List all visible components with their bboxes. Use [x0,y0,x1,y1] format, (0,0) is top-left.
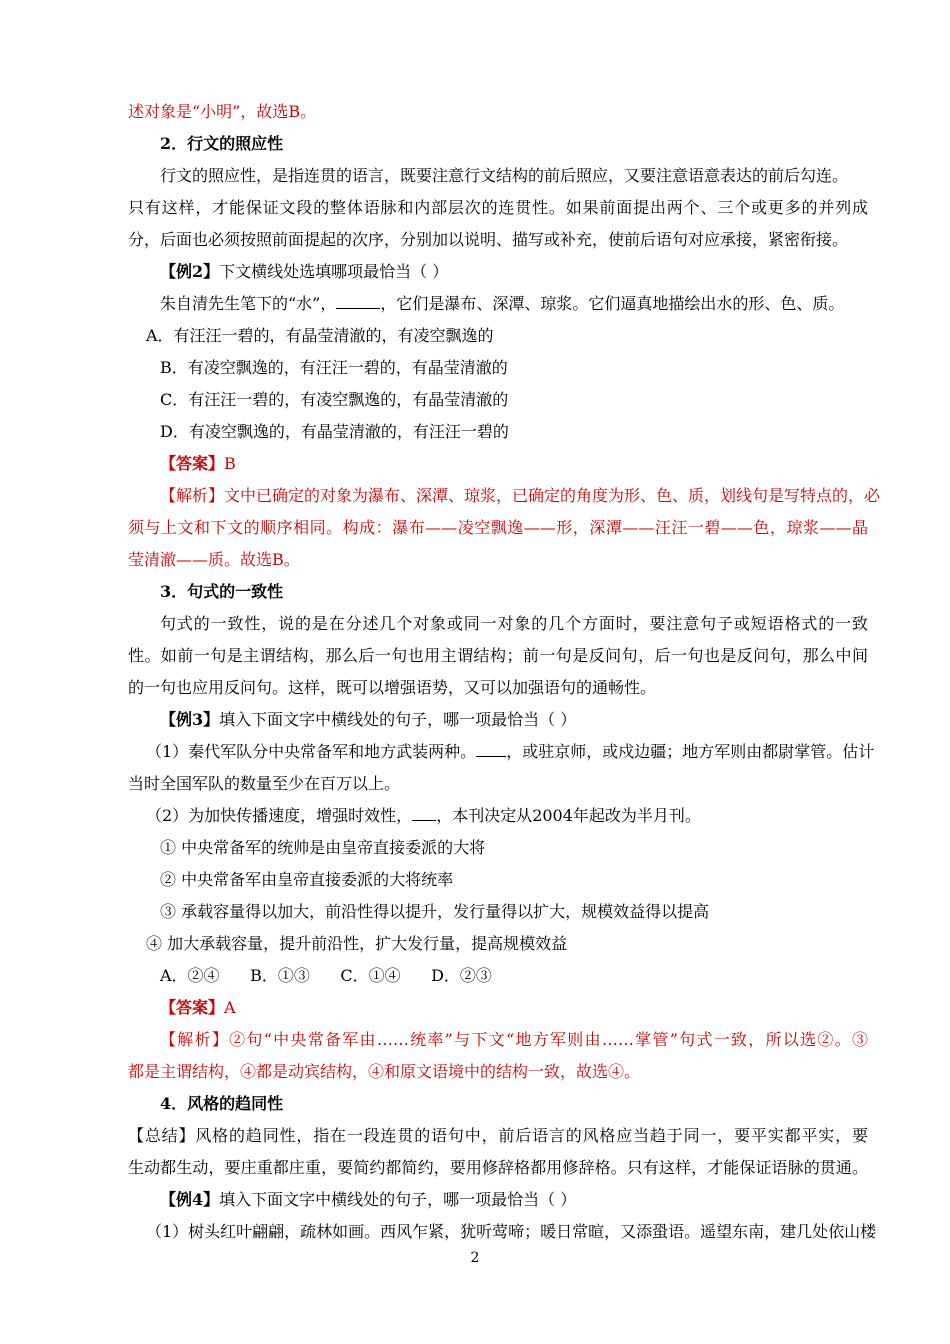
prev-explanation-end: 述对象是“小明”，故选B。 [128,102,317,121]
explanation-line: 都是主谓结构，④都是动宾结构，④和原文语境中的结构一致，故选④。 [128,1062,641,1081]
item-text: ，或驻京师，或戍边疆；地方军则由都尉掌管。估计 [506,742,875,761]
option-c: C．有汪汪一碧的，有凌空飘逸的，有晶莹清澈的 [160,390,509,409]
option-a: A．有汪汪一碧的，有晶莹清澈的，有凌空飘逸的 [146,326,494,345]
answer-value: A [224,998,236,1017]
example-3-question [160,708,900,732]
answer-2 [160,452,900,476]
paragraph-line: 句式的一致性，说的是在分述几个对象或同一对象的几个方面时，要注意句子或短语格式的一致 [160,614,868,633]
example-label: 【例4】 [160,1190,220,1209]
example-label: 【例3】 [160,710,220,729]
example-3-option-1: ① 中央常备军的统帅是由皇帝直接委派的大将 [160,838,486,857]
example-3-option-2: ② 中央常备军由皇帝直接委派的大将统率 [160,870,454,889]
paragraph-line: 的一句也应用反问句。这样，既可以增强语势，又可以加强语句的通畅性。 [128,678,657,697]
item-text: （2）为加快传播速度，增强时效性， [146,806,413,825]
stem-text: 朱自清先生笔下的“水”， [160,294,337,313]
paragraph-line: 生动都生动，要庄重都庄重，要简约都简约，要用修辞格都用修辞格。只有这样，才能保证语脉的贯通。 [128,1158,868,1177]
question-text: 填入下面文字中横线处的句子，哪一项最恰当（ ） [219,710,577,729]
example-4-question [160,1188,900,1212]
paragraph-line: 性。如前一句是主谓结构，那么后一句也用主谓结构；前一句是反问句，后一句也是反问句，那么中间 [128,646,868,665]
answer-value: B [224,454,236,473]
example-3-option-3: ③ 承载容量得以加大，前沿性得以提升，发行量得以扩大，规模效益得以提高 [160,902,710,921]
stem-text: ，它们是瀑布、深潭、琼浆。它们逼真地描绘出水的形、色、质。 [380,294,845,313]
example-label: 【例2】 [160,262,220,281]
explanation-line: 【解析】②句“中央常备军由……统率”与下文“地方军则由……掌管”句式一致，所以选②。③ [160,1030,868,1049]
blank-line [336,292,380,309]
example-2-question [160,260,900,284]
paragraph-line: 【总结】风格的趋同性，指在一段连贯的语句中，前后语言的风格应当趋于同一，要平实都平实，要 [128,1126,868,1145]
explanation-line: 莹清澈——质。故选B。 [128,550,300,569]
answer-3 [160,996,900,1020]
example-2-stem [160,292,900,316]
answer-label: 【答案】 [160,454,225,473]
option-d: D．有凌空飘逸的，有晶莹清澈的，有汪汪一碧的 [160,422,509,441]
example-4-item-1: （1）树头红叶翩翩，疏林如画。西风乍紧，犹听莺啼；暖日常暄，又添蛩语。遥望东南，建几处依山楼 [146,1222,877,1241]
item-text: ，本刊决定从2004年起改为半月刊。 [436,806,701,825]
example-3-item-1 [146,740,886,764]
page-number: 2 [470,1250,480,1266]
example-3-choices: A．②④ B．①③ C．①④ D．②③ [160,966,492,985]
section-heading-4: 4．风格的趋同性 [160,1094,284,1113]
example-3-item-2 [146,804,886,828]
example-3-item-1-cont: 当时全国军队的数量至少在百万以上。 [128,774,401,793]
item-text: （1）秦代军队分中央常备军和地方武装两种。 [146,742,477,761]
paragraph-line: 分，后面也必须按照前面提起的次序，分别加以说明、描写或补充，使前后语句对应承接，紧密衔接。 [128,230,849,249]
blank-line [476,740,506,757]
explanation-line: 须与上文和下文的顺序相同。构成：瀑布——凌空飘逸——形，深潭——汪汪一碧——色，琼浆——晶 [128,518,868,537]
question-text: 下文横线处选填哪项最恰当（ ） [219,262,449,281]
option-b: B．有凌空飘逸的，有汪汪一碧的，有晶莹清澈的 [160,358,508,377]
section-heading-3: 3．句式的一致性 [160,582,284,601]
question-text: 填入下面文字中横线处的句子，哪一项最恰当（ ） [219,1190,577,1209]
blank-line [412,804,436,821]
example-3-option-4: ④ 加大承载容量，提升前沿性，扩大发行量，提高规模效益 [146,934,568,953]
explanation-line: 【解析】文中已确定的对象为瀑布、深潭、琼浆，已确定的角度为形、色、质，划线句是写特点的，必 [160,486,881,505]
section-heading-2: 2．行文的照应性 [160,134,284,153]
paragraph-line: 行文的照应性，是指连贯的语言，既要注意行文结构的前后照应，又要注意语意表达的前后勾连。 [160,166,849,185]
answer-label: 【答案】 [160,998,225,1017]
paragraph-line: 只有这样，才能保证文段的整体语脉和内部层次的连贯性。如果前面提出两个、三个或更多的并列成 [128,198,868,217]
